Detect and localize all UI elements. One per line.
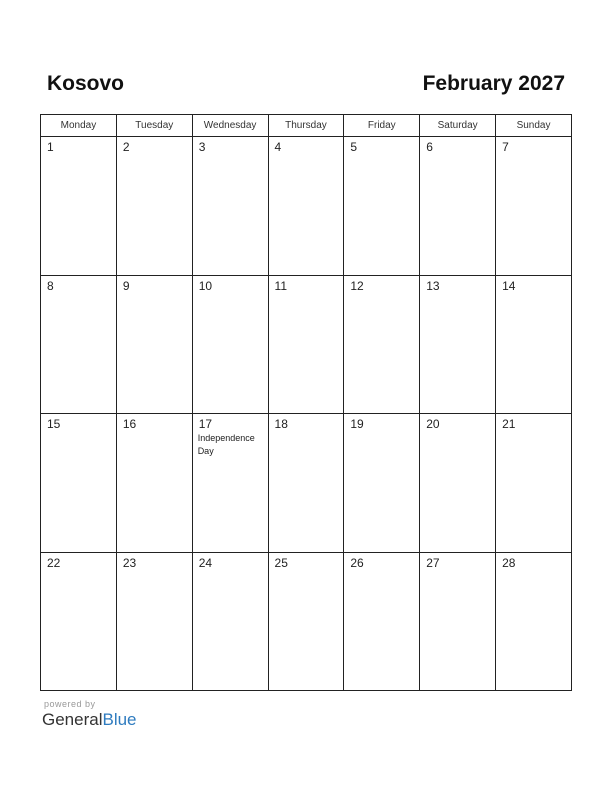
- day-cell: [192, 414, 268, 553]
- day-number: 24: [198, 555, 213, 570]
- day-number: 17: [198, 417, 213, 431]
- week-row: [41, 137, 572, 276]
- day-number: 4: [274, 140, 282, 154]
- weekday-header-row: [41, 115, 572, 137]
- day-cell: [420, 275, 496, 414]
- weekday-header: Thursday: [268, 115, 344, 137]
- holiday-label: Independence Day: [197, 433, 255, 456]
- day-cell: [420, 552, 496, 691]
- day-cell: [420, 137, 496, 276]
- day-number: 27: [426, 555, 440, 570]
- day-number: 20: [426, 417, 440, 431]
- calendar-grid: [40, 114, 572, 691]
- day-number: 21: [502, 417, 516, 431]
- weekday-header: Friday: [344, 115, 420, 137]
- day-number: 1: [47, 140, 54, 154]
- day-cell: [268, 137, 344, 276]
- day-number: 28: [502, 555, 516, 570]
- day-cell: [116, 414, 192, 553]
- brand-blue-text: Blue: [102, 710, 137, 729]
- day-cell: [116, 275, 192, 414]
- day-cell: [41, 137, 117, 276]
- day-cell: [192, 137, 268, 276]
- month-title: February 2027: [422, 72, 565, 95]
- day-number: 13: [426, 278, 440, 293]
- day-number: 11: [274, 278, 287, 293]
- day-cell: [116, 552, 192, 691]
- day-cell: [268, 275, 344, 414]
- day-cell: [192, 552, 268, 691]
- day-cell: [496, 414, 572, 553]
- day-cell: [344, 414, 420, 553]
- week-row: [41, 275, 572, 414]
- day-cell: [496, 275, 572, 414]
- day-cell: [41, 552, 117, 691]
- day-cell: [41, 414, 117, 553]
- weekday-header: Tuesday: [116, 115, 192, 137]
- day-cell: [344, 137, 420, 276]
- week-row: [41, 552, 572, 691]
- brand-general-text: General: [42, 710, 103, 729]
- day-number: 6: [426, 140, 433, 154]
- weekday-header: Sunday: [496, 115, 572, 137]
- day-number: 2: [122, 140, 130, 154]
- week-row: [41, 414, 572, 553]
- day-number: 15: [47, 417, 61, 431]
- day-number: 3: [198, 140, 206, 154]
- generalblue-logo[interactable]: [42, 710, 137, 730]
- day-number: 19: [350, 417, 364, 431]
- weekday-header: Monday: [41, 115, 117, 137]
- day-cell: [192, 275, 268, 414]
- day-number: 9: [122, 278, 130, 293]
- day-cell: [268, 414, 344, 553]
- day-cell: [496, 552, 572, 691]
- day-number: 7: [502, 140, 509, 154]
- day-number: 18: [274, 417, 288, 431]
- day-cell: [268, 552, 344, 691]
- day-cell: [344, 275, 420, 414]
- day-number: 5: [350, 140, 358, 154]
- powered-by-text: powered by: [44, 699, 96, 709]
- day-cell: [116, 137, 192, 276]
- day-cell: [41, 275, 117, 414]
- day-number: 12: [350, 278, 364, 293]
- day-number: 10: [198, 278, 213, 293]
- day-cell: [496, 137, 572, 276]
- day-number: 22: [47, 555, 61, 570]
- weekday-header: Wednesday: [192, 115, 268, 137]
- day-number: 8: [47, 278, 54, 293]
- day-number: 23: [122, 555, 137, 570]
- day-number: 14: [502, 278, 516, 293]
- country-title: Kosovo: [47, 72, 125, 95]
- day-cell: [344, 552, 420, 691]
- day-number: 16: [122, 417, 137, 431]
- day-cell: [420, 414, 496, 553]
- day-number: 26: [350, 555, 364, 570]
- day-number: 25: [274, 555, 288, 570]
- weekday-header: Saturday: [420, 115, 496, 137]
